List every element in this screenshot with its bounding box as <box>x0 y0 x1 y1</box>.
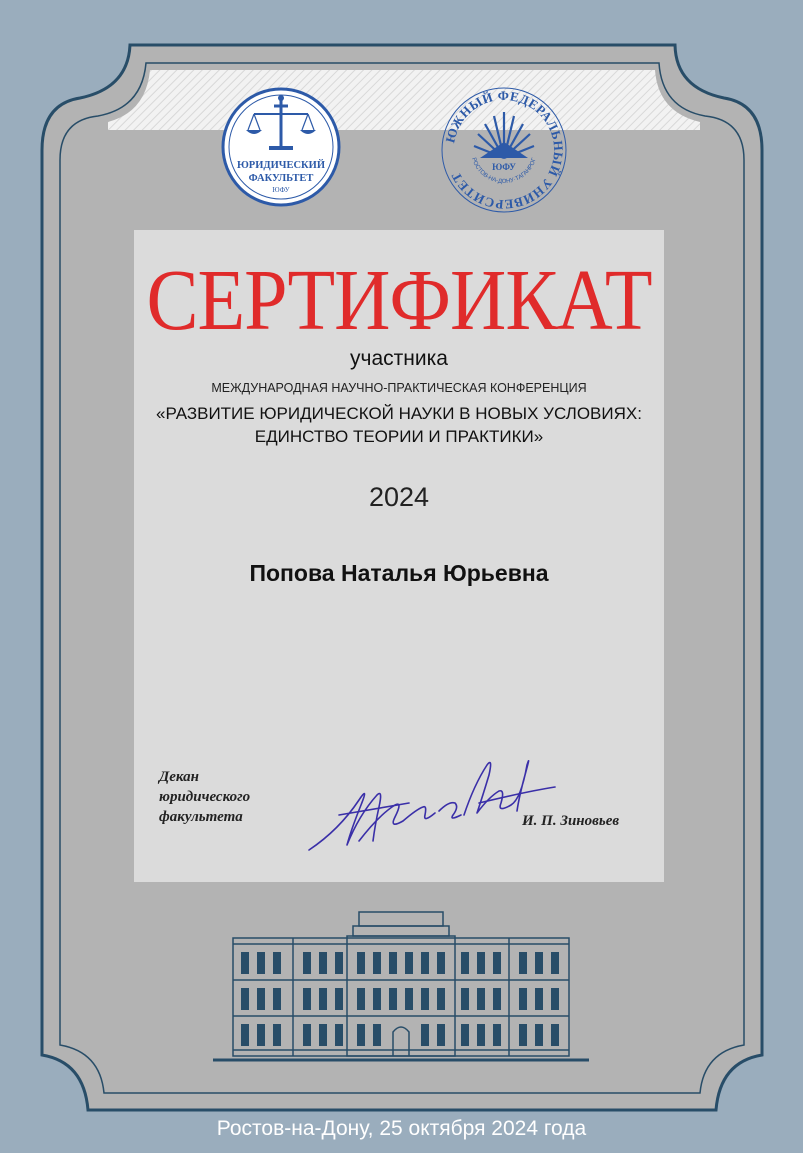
certificate-title: СЕРТИФИКАТ <box>146 250 652 348</box>
footer-place-date: Ростов-на-Дону, 25 октября 2024 года <box>216 1117 587 1140</box>
conference-name-line2: ЕДИНСТВО ТЕОРИИ И ПРАКТИКИ» <box>254 427 544 446</box>
university-logo <box>440 86 568 214</box>
conference-name-line1: «РАЗВИТИЕ ЮРИДИЧЕСКОЙ НАУКИ В НОВЫХ УСЛОВИЯХ: <box>156 404 642 423</box>
law-faculty-logo <box>220 86 342 208</box>
conference-type: МЕЖДУНАРОДНАЯ НАУЧНО-ПРАКТИЧЕСКАЯ КОНФЕРЕНЦИЯ <box>211 381 587 395</box>
conference-name <box>144 402 654 448</box>
signer-position-line3: факультета <box>159 809 243 825</box>
law-logo-line2: ФАКУЛЬТЕТ <box>248 173 314 184</box>
signer-position-line2: юридического <box>159 789 251 805</box>
university-building-illustration <box>213 908 589 1066</box>
certificate-panel <box>134 230 664 882</box>
law-logo-line1: ЮРИДИЧЕСКИЙ <box>236 160 326 171</box>
university-ring-text: ЮЖНЫЙ ФЕДЕРАЛЬНЫЙ УНИВЕРСИТЕТ <box>442 87 567 213</box>
conference-year: 2024 <box>368 482 430 512</box>
recipient-name: Попова Наталья Юрьевна <box>249 560 549 586</box>
signer-position-line1: Декан <box>159 769 199 785</box>
signer-name: И. П. Зиновьев <box>522 813 620 829</box>
university-inner-text: РОСТОВ-НА-ДОНУ·ТАГАНРОГ <box>470 156 538 186</box>
signer-position <box>159 767 250 827</box>
handwritten-signature <box>299 745 559 855</box>
university-abbr: ЮФУ <box>492 162 516 172</box>
law-logo-line3: ЮФУ <box>272 186 290 194</box>
certificate-subtitle: участника <box>350 347 448 370</box>
